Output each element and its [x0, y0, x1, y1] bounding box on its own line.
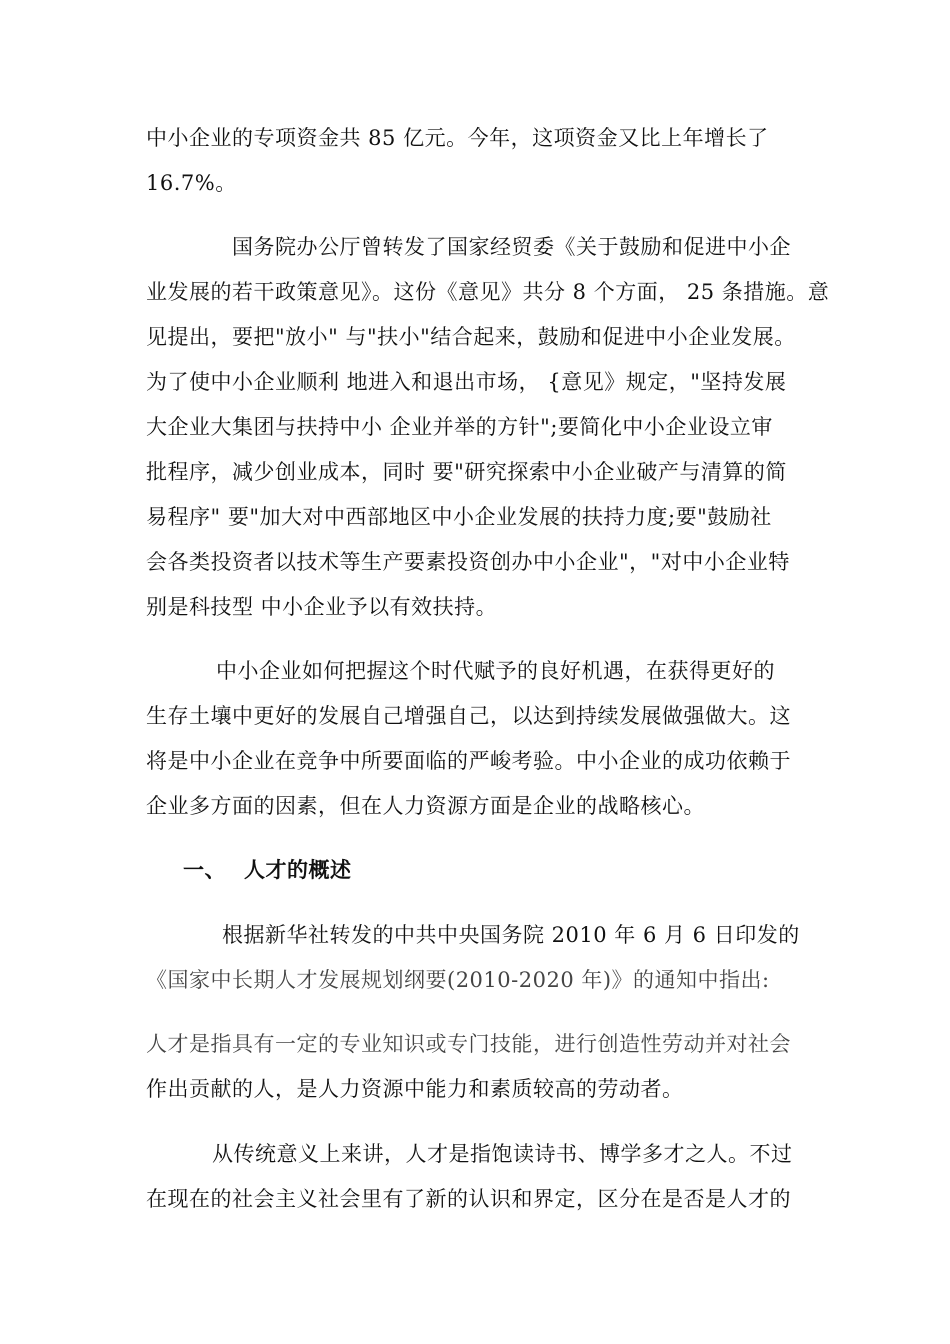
- text-line: 会各类投资者以技术等生产要素投资创办中小企业"，"对中小企业特: [146, 550, 790, 574]
- section-number: 一、: [183, 858, 226, 882]
- text-line: 国务院办公厅曾转发了国家经贸委《关于鼓励和促进中小企: [232, 235, 791, 259]
- text-line: 根据新华社转发的中共中央国务院 2010 年 6 月 6 日印发的: [222, 923, 800, 947]
- text-line: 中小企业如何把握这个时代赋予的良好机遇，在获得更好的: [216, 659, 775, 683]
- text-line: 从传统意义上来讲，人才是指饱读诗书、博学多才之人。不过: [212, 1142, 793, 1166]
- text-line: 见提出，要把"放小" 与"扶小"结合起来，鼓励和促进中小企业发展。: [146, 325, 796, 349]
- text-line: 《国家中长期人才发展规划纲要(2010-2020 年)》的通知中指出:: [146, 968, 770, 992]
- text-line: 作出贡献的人，是人力资源中能力和素质较高的劳动者。: [146, 1077, 684, 1101]
- text-line: 业发展的若干政策意见》。这份《意见》共分 8 个方面， 25 条措施。意: [146, 280, 830, 304]
- text-line: 生存土壤中更好的发展自己增强自己，以达到持续发展做强做大。这: [146, 704, 791, 728]
- text-line: 大企业大集团与扶持中小 企业并举的方针";要简化中小企业设立审: [146, 415, 773, 439]
- text-line: 中小企业的专项资金共 85 亿元。今年，这项资金又比上年增长了: [146, 126, 769, 150]
- text-line: 16.7%。: [146, 171, 237, 195]
- text-line: 别是科技型 中小企业予以有效扶持。: [146, 595, 498, 619]
- text-line: 为了使中小企业顺利 地进入和退出市场， {意见》规定，"坚持发展: [146, 370, 787, 394]
- section-title: 人才的概述: [244, 858, 352, 882]
- text-line: 将是中小企业在竞争中所要面临的严峻考验。中小企业的成功依赖于: [146, 749, 791, 773]
- text-line: 人才是指具有一定的专业知识或专门技能，进行创造性劳动并对社会: [146, 1032, 791, 1056]
- text-line: 企业多方面的因素，但在人力资源方面是企业的战略核心。: [146, 794, 705, 818]
- text-line: 在现在的社会主义社会里有了新的认识和界定，区分在是否是人才的: [146, 1187, 791, 1211]
- text-line: 易程序" 要"加大对中西部地区中小企业发展的扶持力度;要"鼓励社: [146, 505, 772, 529]
- text-line: 批程序，减少创业成本，同时 要"研究探索中小企业破产与清算的简: [146, 460, 787, 484]
